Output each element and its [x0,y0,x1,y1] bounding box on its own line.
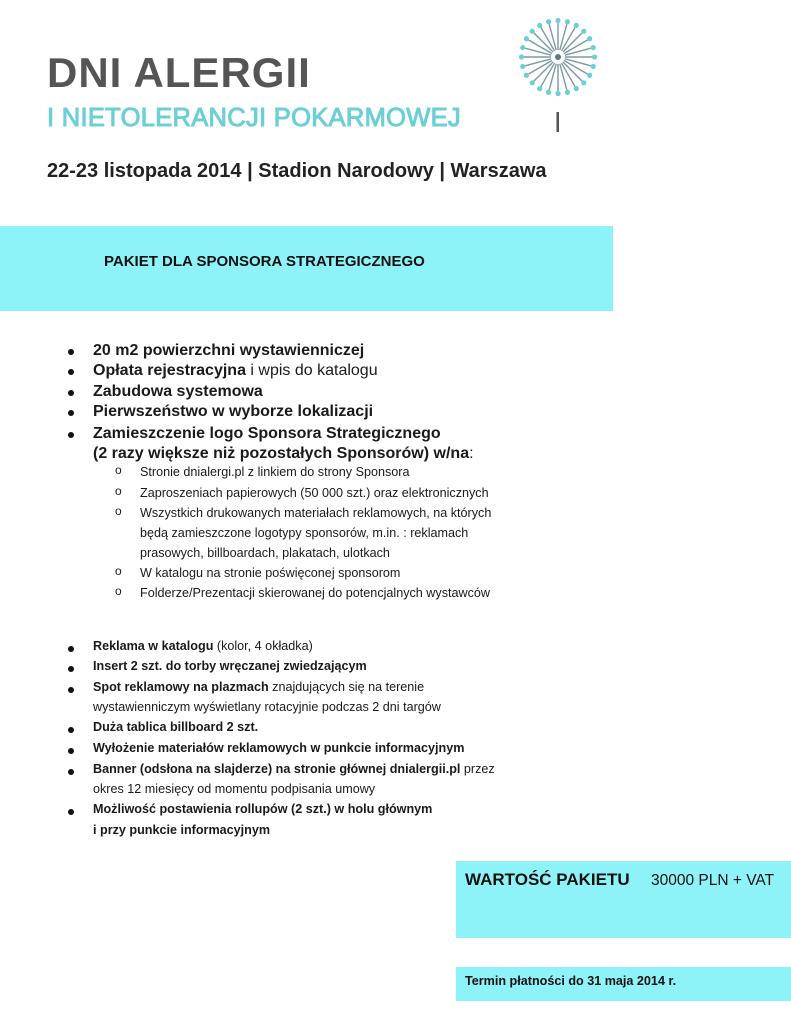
bullet [68,769,74,775]
dandelion-seed [555,18,560,23]
dandelion-seed [581,29,586,34]
list-item-continuation: i przy punkcie informacyjnym [93,823,271,837]
package-value-label: WARTOŚĆ PAKIETU [465,870,630,889]
payment-term-text: Termin płatności do 31 maja 2014 r. [465,974,677,988]
sublist-item-continuation: prasowych, billboardach, plakatach, ulotkach [140,546,390,560]
dandelion-ray [565,48,591,55]
sub-bullet: o [115,504,122,518]
bullet [68,410,74,416]
dandelion-seed [565,90,570,95]
bullet [68,809,74,815]
dandelion-seed [592,54,597,59]
package-value-amount: 30000 PLN + VAT [651,872,775,889]
list-item: Spot reklamowy na plazmach znajdujących się na terenie [93,680,425,694]
bullet [68,369,74,375]
list-item: Opłata rejestracyjna i wpis do katalogu [93,362,378,379]
bullet [68,666,74,672]
list-item-continuation: okres 12 miesięcy od momentu podpisania umowy [93,782,376,796]
sublist-item-continuation: będą zamieszczone logotypy sponsorów, m.in. : reklamach [140,526,469,540]
bullet [68,349,74,355]
list-item: Możliwość postawienia rollupów (2 szt.) w holu głównym [93,802,433,816]
bullet [68,687,74,693]
dandelion-seed [591,45,596,50]
package-title: PAKIET DLA SPONSORA STRATEGICZNEGO [104,253,425,270]
dandelion-seed [530,80,535,85]
dandelion-seed [537,86,542,91]
dandelion-seed [530,29,535,34]
dandelion-seed [519,54,524,59]
sub-bullet: o [115,564,122,578]
list-item: Banner (odsłona na slajderze) na stronie głównej dnialergii.pl przez [93,762,495,776]
dandelion-seed [565,19,570,24]
dandelion-seed [546,90,551,95]
bullet [68,432,74,438]
dandelion-seed [591,64,596,69]
list-item-continuation: (2 razy większe niż pozostałych Sponsorów) w/na: [93,445,474,462]
sublist-item: Wszystkich drukowanych materiałach reklamowych, na których [140,506,492,520]
sublist-item: W katalogu na stronie poświęconej sponsorom [140,566,401,580]
dandelion-seed [555,91,560,96]
sub-bullet: o [115,463,122,477]
sublist-item: Folderze/Prezentacji skierowanej do potencjalnych wystawców [140,586,490,600]
dandelion-seed [524,73,529,78]
dandelion-ray [549,64,556,90]
dandelion-seed [574,23,579,28]
bullet [68,390,74,396]
list-item: Wyłożenie materiałów reklamowych w punkcie informacyjnym [93,741,465,755]
bullet [68,748,74,754]
list-item: Pierwszeństwo w wyborze lokalizacji [93,403,374,420]
list-item: 20 m2 powierzchni wystawienniczej [93,342,365,359]
dandelion-ray [565,59,591,66]
dandelion-seed [587,36,592,41]
dandelion-seed [587,73,592,78]
dandelion-seed [520,45,525,50]
dandelion-ray [525,48,551,55]
dandelion-ray [525,59,551,66]
logo-title: DNI ALERGII [47,49,311,96]
dandelion-logo-icon [514,17,604,137]
sub-bullet: o [115,584,122,598]
bullet [68,646,74,652]
list-item-continuation: wystawienniczym wyświetlany rotacyjnie podczas 2 dni targów [93,700,441,714]
logo-subtitle: I NIETOLERANCJI POKARMOWEJ [47,104,461,132]
list-item: Zamieszczenie logo Sponsora Strategicznego [93,425,441,442]
list-item: Insert 2 szt. do torby wręczanej zwiedzającym [93,659,367,673]
bullet [68,727,74,733]
dandelion-ray [560,24,567,50]
event-date-location: 22-23 listopada 2014 | Stadion Narodowy | Warszawa [47,160,547,182]
dandelion-seed [581,80,586,85]
dandelion-seed [520,64,525,69]
list-item: Reklama w katalogu (kolor, 4 okładka) [93,639,313,653]
dandelion-ray [549,24,556,50]
dandelion-ray [560,64,567,90]
sublist-item: Stronie dnialergi.pl z linkiem do strony Sponsora [140,465,410,479]
sublist-item: Zaproszeniach papierowych (50 000 szt.) oraz elektronicznych [140,486,489,500]
dandelion-seed [537,23,542,28]
dandelion-seed [524,36,529,41]
list-item: Duża tablica billboard 2 szt. [93,720,259,734]
sub-bullet: o [115,484,122,498]
dandelion-seed [574,86,579,91]
dandelion-seed [546,19,551,24]
list-item: Zabudowa systemowa [93,383,263,400]
